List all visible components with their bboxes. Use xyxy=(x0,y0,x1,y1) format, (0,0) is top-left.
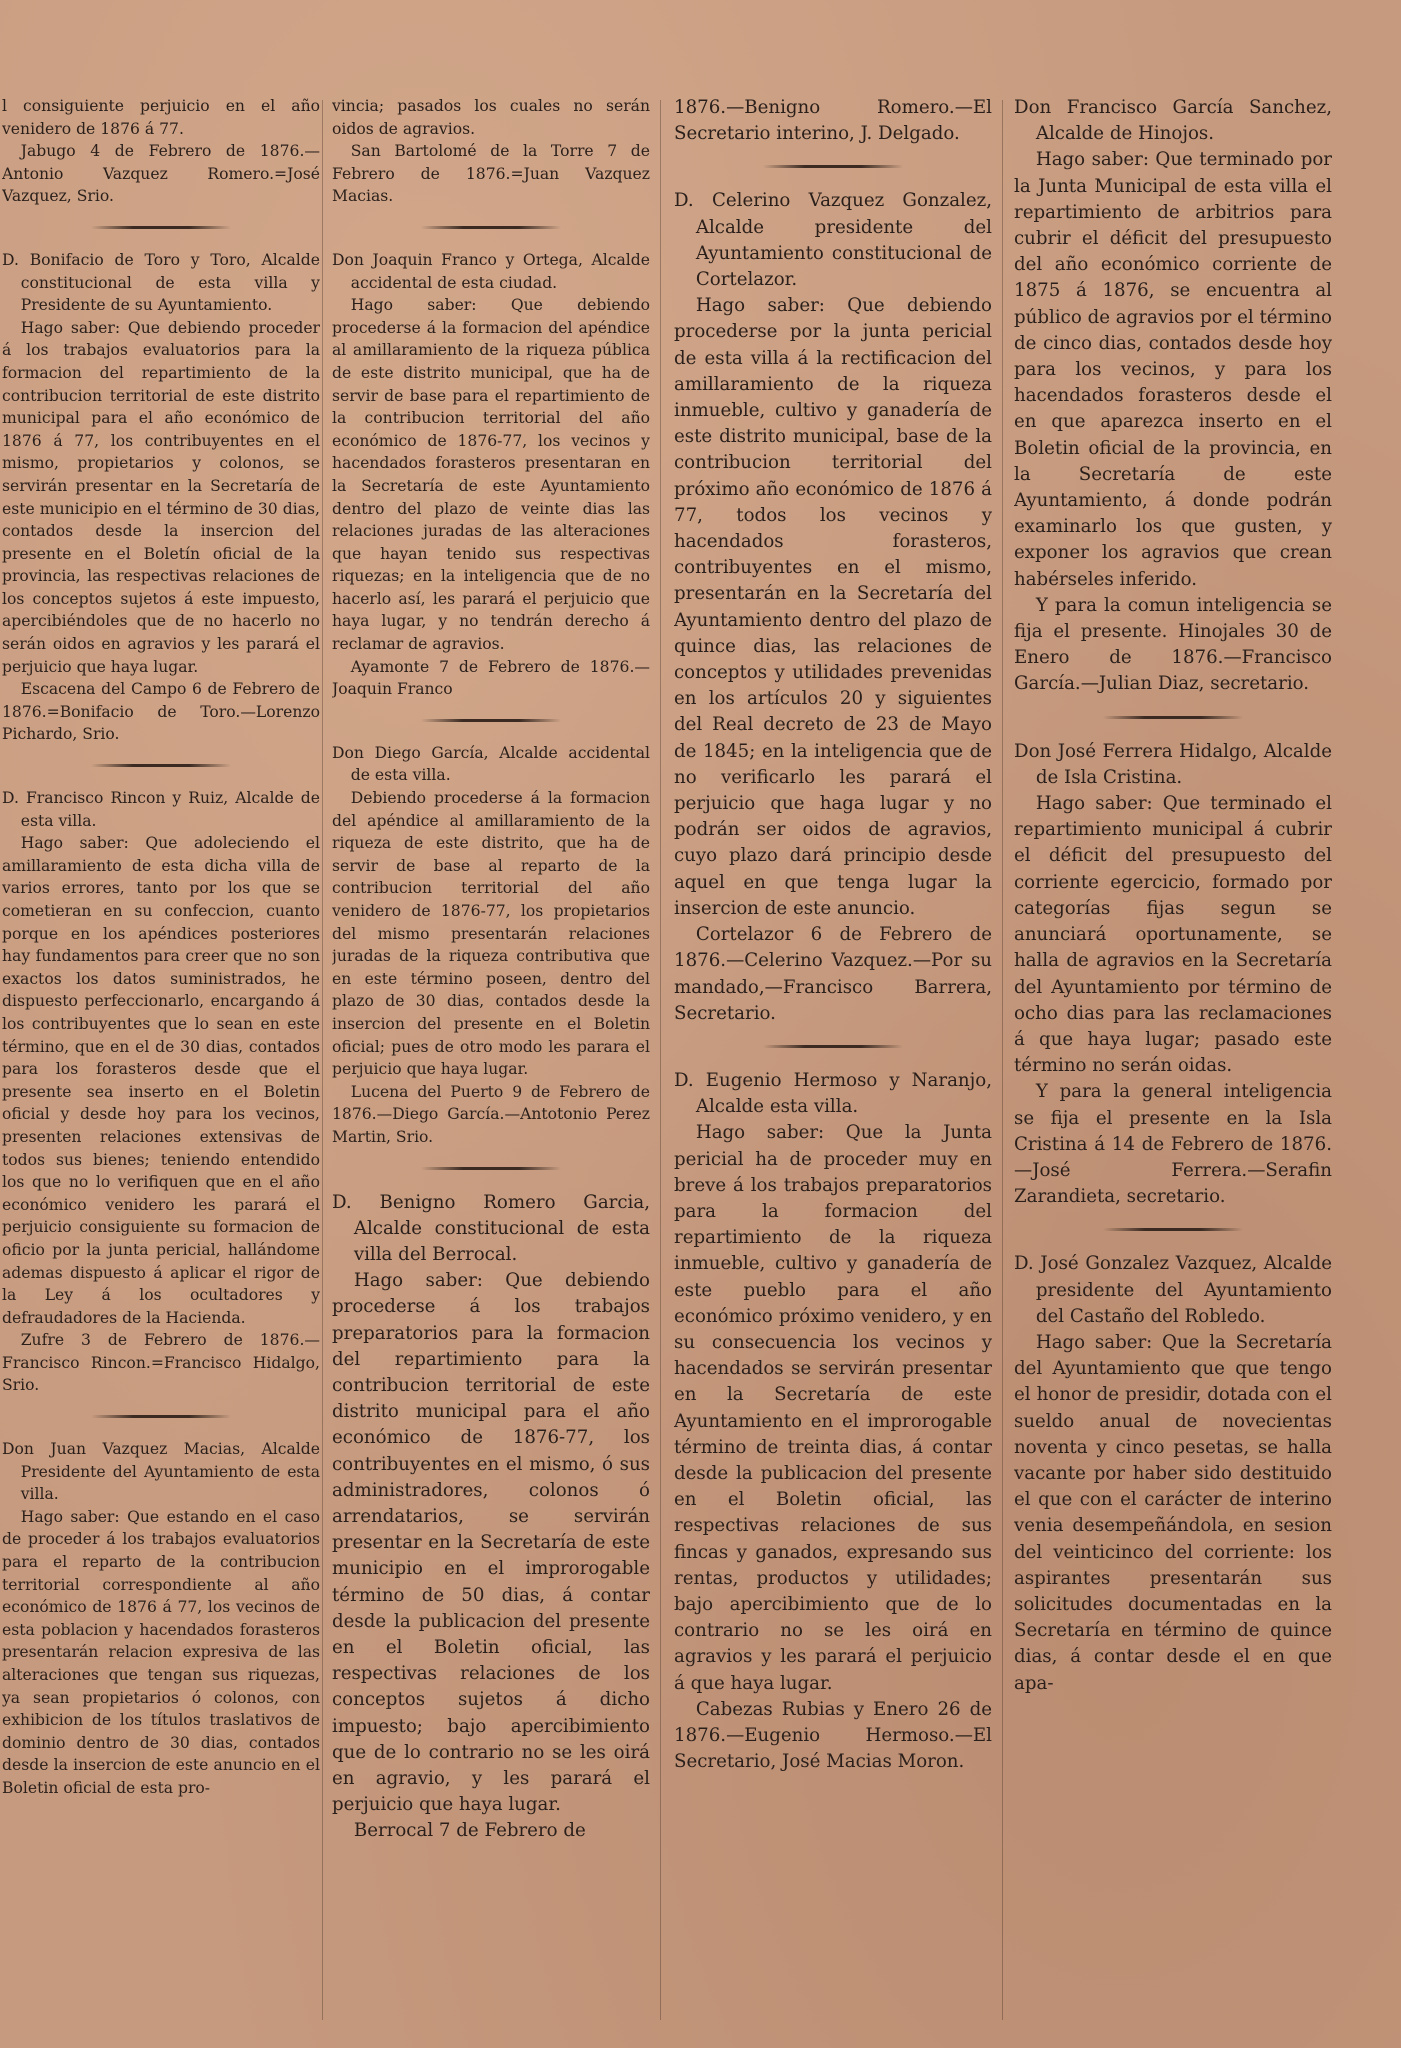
announcement xyxy=(2,787,320,1397)
announcement-paragraph: Hago saber: Que terminado por la Junta Municipal de esta villa el repartimiento de arbitrios para cubrir el déficit del presupuesto del año económico corriente de 1875 á 1876, se encuentra al público de agravios por el término de cinco dias, contados desde hoy para los vecinos, y para los hacendados forasteros desde el en que aparezca inserto en el Boletin oficial de la provincia, en la Secretaría de este Ayuntamiento, á donde podrán examinarlo los que gusten, y exponer los agravios que crean habérseles inferido. xyxy=(1014,149,1332,590)
announcement xyxy=(674,188,992,1027)
announcement-paragraph: l consiguiente perjuicio en el año venidero de 1876 á 77. xyxy=(2,97,320,138)
article-separator xyxy=(763,1045,903,1048)
announcement xyxy=(332,1190,650,1845)
announcement xyxy=(2,249,320,746)
announcement-paragraph: Hago saber: Que debiendo procederse á los trabajos preparatorios para la formacion del repartimiento para la contribucion territorial de este distrito municipal para el año económico de 1876-77, los contribuyentes en el mismo, ó sus administradores, colonos ó arrendatarios, se servirán presentar en la Secretaría de este municipio en el improrogable término de 50 dias, á contar desde la publicacion del presente en el Boletin oficial, las respectivas relaciones de los conceptos sujetos á dicho impuesto; bajo apercibimiento que de lo contrario no se les oirá en agravio, y les parará el perjuicio que haya lugar. xyxy=(332,1270,650,1816)
announcement-paragraph: Jabugo 4 de Febrero de 1876.—Antonio Vazquez Romero.=José Vazquez, Srio. xyxy=(2,142,320,206)
column-4 xyxy=(1014,95,1332,2030)
article-separator xyxy=(91,226,231,229)
announcement-heading: D. Celerino Vazquez Gonzalez, Alcalde presidente del Ayuntamiento constitucional de Cortelazor. xyxy=(674,190,992,291)
announcement-paragraph: Hago saber: Que debiendo procederse por la junta pericial de esta villa á la rectificacion del amillaramiento de la riqueza inmueble, cultivo y ganadería de este distrito municipal, base de la contribucion territorial del próximo año económico de 1876 á 77, todos los vecinos y hacendados forasteros, contribuyentes en el mismo, presentarán en la Secretaría del Ayuntamiento dentro del plazo de quince dias, las relaciones de conceptos y utilidades prevenidas en los artículos 20 y siguientes del Real decreto de 23 de Mayo de 1845; en la inteligencia que de no verificarlo les parará el perjuicio que haga lugar y no podrán ser oidos de agravios, cuyo plazo dará principio desde aquel en que tenga lugar la insercion de este anuncio. xyxy=(674,295,992,919)
announcement xyxy=(1014,739,1332,1211)
column-3 xyxy=(674,95,992,2030)
announcement xyxy=(1014,95,1332,698)
article-separator xyxy=(91,1415,231,1418)
announcement-paragraph: Berrocal 7 de Febrero de xyxy=(353,1820,586,1842)
announcement-paragraph: Hago saber: Que la Secretaría del Ayuntamiento que que tengo el honor de presidir, dotada con el sueldo anual de novecientas noventa y cinco pesetas, se halla vacante por haber sido destituido el que con el carácter de interino venia desempeñándola, en sesion del veinticinco del corriente: los aspirantes presentarán sus solicitudes documentadas en la Secretaría en término de quince dias, á contar desde el en que apa- xyxy=(1014,1331,1332,1694)
column-2 xyxy=(332,95,650,2030)
announcement-heading: Don Diego García, Alcalde accidental de esta villa. xyxy=(332,743,650,785)
article-separator xyxy=(421,719,561,722)
announcement xyxy=(2,95,320,208)
column-divider xyxy=(1002,100,1003,2020)
announcement-heading: D. Francisco Rincon y Ruiz, Alcalde de esta villa. xyxy=(2,789,320,830)
announcement xyxy=(332,249,650,701)
announcement-paragraph: Y para la general inteligencia se fija el presente en la Isla Cristina á 14 de Febrero de 1876.—José Ferrera.—Serafin Zarandieta, secretario. xyxy=(1014,1081,1332,1208)
announcement xyxy=(1014,1251,1332,1696)
announcement-paragraph: Hago saber: Que la Junta pericial ha de proceder muy en breve á los trabajos preparatorios para la formacion del repartimiento de la riqueza inmueble, cultivo y ganadería de este pueblo para el año económico próximo venidero, y en su consecuencia los vecinos y hacendados se servirán presentar en la Secretaría de este Ayuntamiento en el improrogable término de treinta dias, á contar desde la publicacion del presente en el Boletin oficial, las respectivas relaciones de sus fincas y ganados, expresando sus rentas, productos y utilidades; bajo apercibimiento que de lo contrario no se les oirá en agravios y les parará el perjuicio á que haya lugar. xyxy=(674,1122,992,1694)
column-divider xyxy=(322,100,323,2020)
announcement-heading: Don Joaquin Franco y Ortega, Alcalde accidental de esta ciudad. xyxy=(332,250,650,292)
announcement-heading: Don Francisco García Sanchez, Alcalde de Hinojos. xyxy=(1014,97,1332,145)
article-separator xyxy=(763,165,903,168)
announcement xyxy=(332,95,650,208)
announcement-paragraph: Hago saber: Que adoleciendo el amillaramiento de esta dicha villa de varios errores, tanto por los que se cometieran en su confeccion, cuanto porque en los apéndices posteriores hay fundamentos para creer que no son exactos los datos suministrados, he dispuesto perfeccionarlo, encargando á los contribuyentes que lo sean en este término, que en el de 30 dias, contados para los forasteros desde que el presente sea inserto en el Boletin oficial y desde hoy para los vecinos, presenten relaciones extensivas de todos sus bienes; teniendo entendido los que no lo verifiquen que en el año económico venidero les parará el perjuicio consiguiente su formacion de oficio por la junta pericial, hallándome ademas dispuesto á aplicar el rigor de la Ley á los ocultadores y defraudadores de la Hacienda. xyxy=(2,834,320,1327)
article-separator xyxy=(1103,1228,1243,1231)
announcement-paragraph: Hago saber: Que estando en el caso de proceder á los trabajos evaluatorios para el reparto de la contribucion territorial correspondiente al año económico de 1876 á 77, los vecinos de esta poblacion y hacendados forasteros presentarán relacion expresiva de las alteraciones que tengan sus riquezas, ya sean propietarios ó colonos, con exhibicion de los títulos traslativos de dominio dentro de 30 dias, contados desde la insercion de este anuncio en el Boletin oficial de esta pro- xyxy=(2,1507,320,1797)
announcement-paragraph: Hago saber: Que debiendo procederse á la formacion del apéndice al amillaramiento de la riqueza pública de este distrito municipal, que ha de servir de base para el repartimiento de la contribucion territorial del año económico de 1876-77, los vecinos y hacendados forasteros presentaran en la Secretaría de este Ayuntamiento dentro del plazo de veinte dias las relaciones juradas de las alteraciones que hayan tenido sus respectivas riquezas; en la inteligencia que de no hacerlo así, les parará el perjuicio que haya lugar, y no tendrán derecho á reclamar de agravios. xyxy=(332,296,650,654)
announcement-paragraph: Cortelazor 6 de Febrero de 1876.—Celerino Vazquez.—Por su mandado,—Francisco Barrera, Secretario. xyxy=(674,924,992,1024)
announcement-paragraph: Ayamonte 7 de Febrero de 1876.—Joaquin Franco xyxy=(332,657,650,699)
announcement-paragraph: Y para la comun inteligencia se fija el presente. Hinojales 30 de Enero de 1876.—Francisco García.—Julian Diaz, secretario. xyxy=(1014,594,1332,695)
announcement-paragraph: vincia; pasados los cuales no serán oidos de agravios. xyxy=(332,97,650,138)
announcement-heading: D. Benigno Romero Garcia, Alcalde constitucional de esta villa del Berrocal. xyxy=(332,1191,650,1265)
announcement-heading: D. José Gonzalez Vazquez, Alcalde presidente del Ayuntamiento del Castaño del Robledo. xyxy=(1014,1253,1332,1327)
column-1 xyxy=(2,95,320,2030)
article-separator xyxy=(1103,716,1243,719)
announcement-paragraph: Escacena del Campo 6 de Febrero de 1876.=Bonifacio de Toro.—Lorenzo Pichardo, Srio. xyxy=(2,680,320,744)
announcement-paragraph: Zufre 3 de Febrero de 1876.—Francisco Rincon.=Francisco Hidalgo, Srio. xyxy=(2,1331,320,1395)
announcement xyxy=(2,1438,320,1800)
article-separator xyxy=(421,226,561,229)
announcement-paragraph: Hago saber: Que debiendo proceder á los trabajos evaluatorios para la formacion del repartimiento de la contribucion territorial de este distrito municipal para el año económico de 1876 á 77, los contribuyentes en el mismo, propietarios y colonos, se servirán presentar en la Secretaría de este municipio en el término de 30 dias, contados desde la insercion del presente en el Boletín oficial de la provincia, las respectivas relaciones de los conceptos sujetos á este impuesto, apercibiéndoles que de no hacerlo no serán oidos en agravios y les parará el perjuicio que haya lugar. xyxy=(2,318,320,676)
announcement-paragraph: Lucena del Puerto 9 de Febrero de 1876.—Diego García.—Antotonio Perez Martin, Srio. xyxy=(332,1082,650,1146)
announcement-paragraph: Hago saber: Que terminado el repartimiento municipal á cubrir el déficit del presupuesto del corriente egercicio, formado por categorías fijas segun se anunciará oportunamente, se halla de agravios en la Secretaría del Ayuntamiento por término de ocho dias para las reclamaciones á que haya lugar; pasado este término no serán oidas. xyxy=(1014,793,1332,1077)
column-divider xyxy=(660,100,661,2020)
announcement-heading: Don José Ferrera Hidalgo, Alcalde de Isla Cristina. xyxy=(1014,740,1332,788)
article-separator xyxy=(91,764,231,767)
announcement xyxy=(674,95,992,147)
announcement-paragraph: 1876.—Benigno Romero.—El Secretario interino, J. Delgado. xyxy=(674,97,992,145)
announcement-heading: Don Juan Vazquez Macias, Alcalde Presidente del Ayuntamiento de esta villa. xyxy=(2,1440,320,1504)
announcement-paragraph: Debiendo procederse á la formacion del apéndice al amillaramiento de la riqueza de este distrito, que ha de servir de base al reparto de la contribucion territorial del año venidero de 1876-77, los propietarios del mismo presentarán relaciones juradas de la riqueza contributiva que en este término poseen, dentro del plazo de 30 dias, contados desde la insercion del presente en el Boletin oficial; pues de otro modo les parara el perjuicio que haya lugar. xyxy=(332,789,650,1079)
announcement-heading: D. Bonifacio de Toro y Toro, Alcalde constitucional de esta villa y Presidente de su Ayuntamiento. xyxy=(2,250,320,315)
announcement xyxy=(332,742,650,1149)
announcement-paragraph: Cabezas Rubias y Enero 26 de 1876.—Eugenio Hermoso.—El Secretario, José Macias Moron. xyxy=(674,1698,992,1773)
announcement-paragraph: San Bartolomé de la Torre 7 de Febrero de 1876.=Juan Vazquez Macias. xyxy=(332,142,650,206)
announcement xyxy=(674,1068,992,1775)
announcement-heading: D. Eugenio Hermoso y Naranjo, Alcalde esta villa. xyxy=(674,1069,992,1118)
article-separator xyxy=(421,1167,561,1170)
